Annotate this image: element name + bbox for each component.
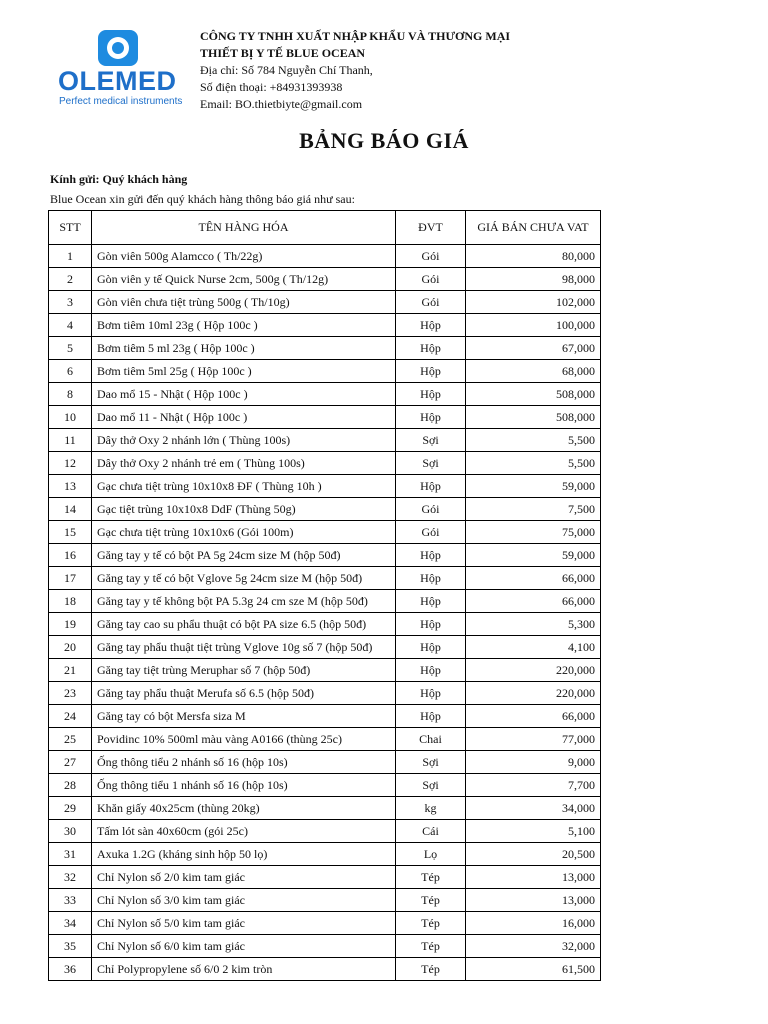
cell-stt: 17 [49, 567, 92, 590]
cell-unit: Hộp [396, 705, 466, 728]
cell-stt: 10 [49, 406, 92, 429]
cell-name: Găng tay phẩu thuật tiệt trùng Vglove 10g số 7 (hộp 50đ) [92, 636, 396, 659]
cell-price: 13,000 [466, 889, 601, 912]
table-row [49, 751, 601, 774]
cell-price: 34,000 [466, 797, 601, 820]
cell-price: 508,000 [466, 406, 601, 429]
table-row [49, 774, 601, 797]
cell-stt: 3 [49, 291, 92, 314]
cell-unit: Sợi [396, 452, 466, 475]
cell-name: Gạc tiệt trùng 10x10x8 DdF (Thùng 50g) [92, 498, 396, 521]
company-phone: Số điện thoại: +84931393938 [200, 80, 343, 94]
cell-price: 66,000 [466, 590, 601, 613]
cell-unit: Tép [396, 912, 466, 935]
cell-price: 5,100 [466, 820, 601, 843]
table-row [49, 429, 601, 452]
cell-unit: Hộp [396, 383, 466, 406]
table-row [49, 498, 601, 521]
cell-price: 7,500 [466, 498, 601, 521]
header-unit: ĐVT [396, 211, 466, 245]
intro-text: Blue Ocean xin gửi đến quý khách hàng thông báo giá như sau: [50, 192, 355, 206]
cell-name: Gòn viên 500g Alamcco ( Th/22g) [92, 245, 396, 268]
cell-stt: 28 [49, 774, 92, 797]
cell-unit: Hộp [396, 613, 466, 636]
cell-stt: 30 [49, 820, 92, 843]
cell-price: 59,000 [466, 475, 601, 498]
cell-stt: 8 [49, 383, 92, 406]
cell-price: 20,500 [466, 843, 601, 866]
cell-stt: 1 [49, 245, 92, 268]
cell-stt: 16 [49, 544, 92, 567]
cell-stt: 4 [49, 314, 92, 337]
cell-unit: Hộp [396, 314, 466, 337]
company-name-line2: THIẾT BỊ Y TẾ BLUE OCEAN [200, 46, 366, 60]
table-row [49, 843, 601, 866]
cell-unit: Tép [396, 889, 466, 912]
cell-unit: Tép [396, 958, 466, 981]
table-row [49, 935, 601, 958]
cell-name: Povidinc 10% 500ml màu vàng A0166 (thùng 25c) [92, 728, 396, 751]
company-info [200, 28, 510, 113]
cell-name: Ống thông tiểu 2 nhánh số 16 (hộp 10s) [92, 751, 396, 774]
price-table [48, 210, 601, 981]
cell-stt: 34 [49, 912, 92, 935]
cell-price: 5,500 [466, 429, 601, 452]
table-row [49, 360, 601, 383]
cell-stt: 5 [49, 337, 92, 360]
table-row [49, 705, 601, 728]
table-row [49, 820, 601, 843]
cell-price: 66,000 [466, 567, 601, 590]
cell-stt: 12 [49, 452, 92, 475]
cell-stt: 2 [49, 268, 92, 291]
cell-name: Gạc chưa tiệt trùng 10x10x8 ĐF ( Thùng 10h ) [92, 475, 396, 498]
cell-stt: 11 [49, 429, 92, 452]
cell-stt: 19 [49, 613, 92, 636]
cell-unit: Lọ [396, 843, 466, 866]
cell-stt: 35 [49, 935, 92, 958]
cell-stt: 24 [49, 705, 92, 728]
cell-name: Gòn viên chưa tiệt trùng 500g ( Th/10g) [92, 291, 396, 314]
cell-price: 4,100 [466, 636, 601, 659]
table-header-row [49, 211, 601, 245]
cell-price: 100,000 [466, 314, 601, 337]
cell-unit: Hộp [396, 337, 466, 360]
cell-name: Găng tay cao su phẩu thuật có bột PA size 6.5 (hộp 50đ) [92, 613, 396, 636]
cell-unit: Sợi [396, 429, 466, 452]
cell-unit: Hộp [396, 567, 466, 590]
table-row [49, 291, 601, 314]
cell-stt: 25 [49, 728, 92, 751]
cell-name: Chỉ Polypropylene số 6/0 2 kim tròn [92, 958, 396, 981]
cell-price: 75,000 [466, 521, 601, 544]
cell-name: Gạc chưa tiệt trùng 10x10x6 (Gói 100m) [92, 521, 396, 544]
cell-name: Dây thở Oxy 2 nhánh lớn ( Thùng 100s) [92, 429, 396, 452]
cell-name: Bơm tiêm 5ml 25g ( Hộp 100c ) [92, 360, 396, 383]
cell-unit: Gói [396, 521, 466, 544]
cell-name: Gòn viên y tế Quick Nurse 2cm, 500g ( Th/12g) [92, 268, 396, 291]
header-stt: STT [49, 211, 92, 245]
cell-price: 7,700 [466, 774, 601, 797]
cell-price: 5,500 [466, 452, 601, 475]
cell-price: 61,500 [466, 958, 601, 981]
table-row [49, 521, 601, 544]
cell-name: Găng tay có bột Mersfa siza M [92, 705, 396, 728]
table-row [49, 866, 601, 889]
cell-name: Găng tay y tế có bột Vglove 5g 24cm size M (hộp 50đ) [92, 567, 396, 590]
cell-name: Găng tay y tế không bột PA 5.3g 24 cm sze M (hộp 50đ) [92, 590, 396, 613]
table-row [49, 245, 601, 268]
cell-stt: 14 [49, 498, 92, 521]
cell-name: Chỉ Nylon số 2/0 kim tam giác [92, 866, 396, 889]
logo-mark-icon [98, 30, 138, 66]
table-row [49, 590, 601, 613]
document-title: BẢNG BÁO GIÁ [299, 128, 469, 153]
cell-stt: 20 [49, 636, 92, 659]
table-body [49, 245, 601, 981]
table-row [49, 475, 601, 498]
cell-name: Bơm tiêm 10ml 23g ( Hộp 100c ) [92, 314, 396, 337]
cell-price: 80,000 [466, 245, 601, 268]
company-logo [58, 30, 188, 110]
cell-stt: 13 [49, 475, 92, 498]
table-row [49, 544, 601, 567]
cell-price: 67,000 [466, 337, 601, 360]
table-row [49, 659, 601, 682]
cell-name: Găng tay phẩu thuật Merufa số 6.5 (hộp 50đ) [92, 682, 396, 705]
cell-price: 102,000 [466, 291, 601, 314]
cell-unit: Sợi [396, 774, 466, 797]
table-row [49, 567, 601, 590]
cell-unit: Hộp [396, 360, 466, 383]
cell-stt: 15 [49, 521, 92, 544]
table-row [49, 613, 601, 636]
cell-price: 220,000 [466, 659, 601, 682]
table-row [49, 383, 601, 406]
cell-name: Dây thở Oxy 2 nhánh trẻ em ( Thùng 100s) [92, 452, 396, 475]
table-row [49, 728, 601, 751]
cell-price: 9,000 [466, 751, 601, 774]
table-row [49, 314, 601, 337]
cell-price: 13,000 [466, 866, 601, 889]
company-address: Địa chỉ: Số 784 Nguyễn Chí Thanh, [200, 63, 373, 77]
cell-stt: 31 [49, 843, 92, 866]
cell-price: 220,000 [466, 682, 601, 705]
cell-price: 59,000 [466, 544, 601, 567]
cell-unit: Hộp [396, 475, 466, 498]
cell-name: Dao mổ 11 - Nhật ( Hộp 100c ) [92, 406, 396, 429]
cell-stt: 27 [49, 751, 92, 774]
cell-unit: Hộp [396, 636, 466, 659]
table-row [49, 958, 601, 981]
table-row [49, 912, 601, 935]
cell-stt: 21 [49, 659, 92, 682]
cell-unit: Gói [396, 498, 466, 521]
cell-name: Khăn giấy 40x25cm (thùng 20kg) [92, 797, 396, 820]
cell-unit: Tép [396, 866, 466, 889]
cell-stt: 33 [49, 889, 92, 912]
logo-tagline: Perfect medical instruments [59, 96, 183, 107]
cell-unit: kg [396, 797, 466, 820]
cell-unit: Chai [396, 728, 466, 751]
cell-price: 16,000 [466, 912, 601, 935]
cell-price: 32,000 [466, 935, 601, 958]
cell-stt: 29 [49, 797, 92, 820]
cell-name: Axuka 1.2G (kháng sinh hộp 50 lọ) [92, 843, 396, 866]
cell-unit: Sợi [396, 751, 466, 774]
cell-stt: 18 [49, 590, 92, 613]
cell-name: Tấm lót sàn 40x60cm (gói 25c) [92, 820, 396, 843]
cell-unit: Hộp [396, 659, 466, 682]
table-row [49, 337, 601, 360]
table-row [49, 682, 601, 705]
cell-name: Chỉ Nylon số 3/0 kim tam giác [92, 889, 396, 912]
cell-price: 98,000 [466, 268, 601, 291]
cell-stt: 32 [49, 866, 92, 889]
cell-price: 66,000 [466, 705, 601, 728]
cell-name: Bơm tiêm 5 ml 23g ( Hộp 100c ) [92, 337, 396, 360]
table-row [49, 797, 601, 820]
cell-name: Dao mổ 15 - Nhật ( Hộp 100c ) [92, 383, 396, 406]
cell-stt: 6 [49, 360, 92, 383]
cell-unit: Gói [396, 268, 466, 291]
cell-name: Găng tay tiệt trùng Meruphar số 7 (hộp 50đ) [92, 659, 396, 682]
cell-unit: Cái [396, 820, 466, 843]
company-name-line1: CÔNG TY TNHH XUẤT NHẬP KHẨU VÀ THƯƠNG MẠI [200, 29, 511, 43]
cell-price: 68,000 [466, 360, 601, 383]
company-email: Email: BO.thietbiyte@gmail.com [200, 97, 363, 111]
header-price: GIÁ BÁN CHƯA VAT [466, 211, 601, 245]
cell-unit: Hộp [396, 682, 466, 705]
cell-unit: Hộp [396, 544, 466, 567]
cell-name: Chỉ Nylon số 5/0 kim tam giác [92, 912, 396, 935]
cell-stt: 36 [49, 958, 92, 981]
table-row [49, 889, 601, 912]
cell-price: 5,300 [466, 613, 601, 636]
cell-unit: Tép [396, 935, 466, 958]
cell-unit: Gói [396, 291, 466, 314]
table-row [49, 406, 601, 429]
cell-price: 508,000 [466, 383, 601, 406]
table-row [49, 268, 601, 291]
cell-name: Ống thông tiểu 1 nhánh số 16 (hộp 10s) [92, 774, 396, 797]
cell-unit: Hộp [396, 590, 466, 613]
greeting: Kính gửi: Quý khách hàng [50, 172, 188, 186]
cell-stt: 23 [49, 682, 92, 705]
header-name: TÊN HÀNG HÓA [92, 211, 396, 245]
cell-unit: Hộp [396, 406, 466, 429]
cell-name: Găng tay y tế có bột PA 5g 24cm size M (hộp 50đ) [92, 544, 396, 567]
cell-price: 77,000 [466, 728, 601, 751]
table-row [49, 636, 601, 659]
logo-name: OLEMED [58, 66, 177, 96]
cell-name: Chỉ Nylon số 6/0 kim tam giác [92, 935, 396, 958]
cell-unit: Gói [396, 245, 466, 268]
table-row [49, 452, 601, 475]
